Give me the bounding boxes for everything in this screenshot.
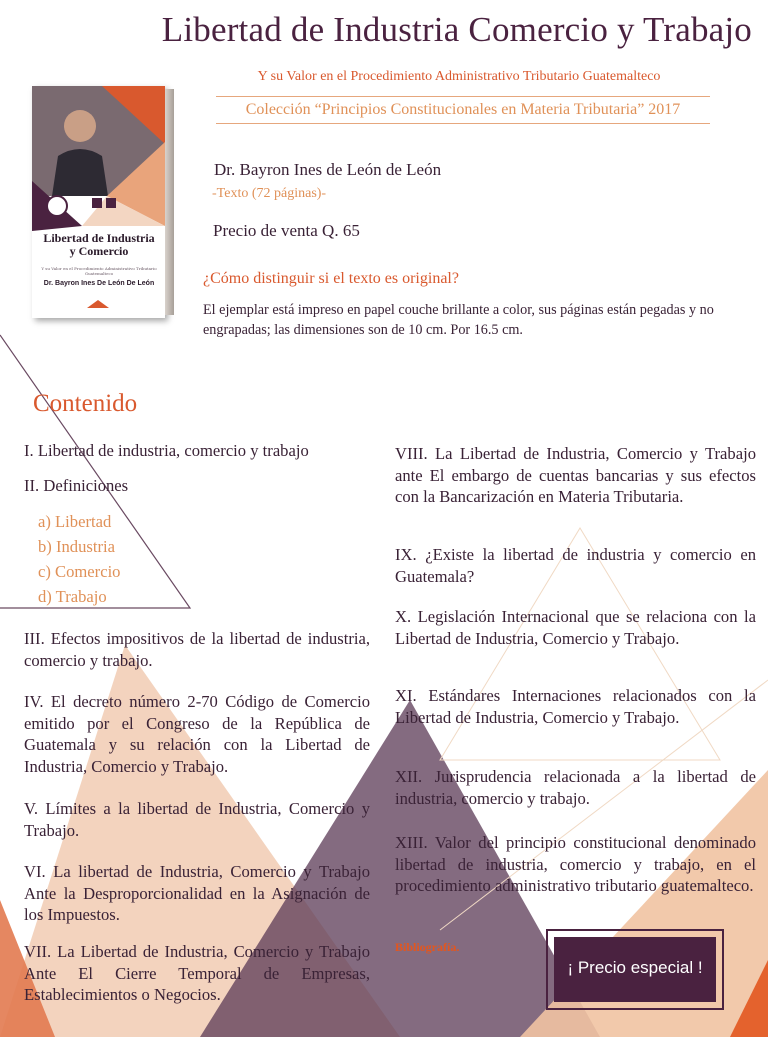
toc-item-12: XII. Jurisprudencia relacionada a la libertad de industria, comercio y trabajo. bbox=[395, 767, 756, 808]
toc-subitem-b: b) Industria bbox=[38, 537, 115, 556]
toc-item-11: XI. Estándares Internaciones relacionados con la Libertad de Industria, Comercio y Trabajo. bbox=[395, 686, 756, 727]
authenticity-description: El ejemplar está impreso en papel couche brillante a color, sus páginas están pegadas y no engrapadas; las dimensiones son de 10 cm. Por 16.5 cm. bbox=[203, 302, 714, 338]
book-cover-image bbox=[32, 86, 174, 318]
toc-item-6: VI. La libertad de Industria, Comercio y Trabajo Ante la Desproporcionalidad en la Asignación de los Impuestos. bbox=[24, 862, 370, 924]
collection-banner: Colección “Principios Constitucionales en Materia Tributaria” 2017 bbox=[216, 96, 710, 124]
sale-price: Precio de venta Q. 65 bbox=[213, 221, 360, 240]
contents-heading: Contenido bbox=[33, 390, 138, 417]
author-name: Dr. Bayron Ines de León de León bbox=[214, 160, 442, 179]
toc-item-4: IV. El decreto número 2-70 Código de Comercio emitido por el Congreso de la República de Guatemala y su relación con la Libertad de Industria, Comercio y Trabajo. bbox=[24, 692, 370, 776]
book-cover-title-2: y Comercio bbox=[69, 244, 129, 258]
toc-item-7: VII. La Libertad de Industria, Comercio y Trabajo Ante El Cierre Temporal de Empresas, Establecimientos o Negocios. bbox=[24, 942, 370, 1004]
bibliography-label: Bibliografía. bbox=[395, 940, 460, 954]
toc-subitem-c: c) Comercio bbox=[38, 562, 121, 581]
page-subtitle: Y su Valor en el Procedimiento Administrativo Tributario Guatemalteco bbox=[257, 69, 661, 84]
book-cover-title: Libertad de Industria bbox=[43, 231, 155, 245]
toc-item-9: IX. ¿Existe la libertad de industria y comercio en Guatemala? bbox=[395, 545, 756, 586]
book-cover-subtitle: Y su Valor en el Procedimiento Administrativo Tributario Guatemalteco bbox=[41, 266, 157, 276]
toc-item-1: I. Libertad de industria, comercio y trabajo bbox=[24, 441, 309, 460]
special-price-button[interactable] bbox=[546, 929, 724, 1010]
toc-item-10: X. Legislación Internacional que se relaciona con la Libertad de Industria, Comercio y Trabajo. bbox=[395, 607, 756, 648]
authenticity-question: ¿Cómo distinguir si el texto es original? bbox=[203, 270, 459, 287]
special-price-label: ¡ Precio especial ! bbox=[554, 937, 716, 1002]
toc-item-13: XIII. Valor del principio constitucional denominado libertad de industria, comercio y trabajo, en el procedimiento administrativo tributario guatemalteco. bbox=[395, 833, 756, 895]
page-title: Libertad de Industria Comercio y Trabajo bbox=[161, 10, 752, 49]
book-spine bbox=[165, 89, 174, 315]
toc-subitem-a: a) Libertad bbox=[38, 512, 112, 531]
toc-item-8: VIII. La Libertad de Industria, Comercio y Trabajo ante El embargo de cuentas bancarias y sus efectos con la Bancarización en Materia Tributaria. bbox=[395, 444, 756, 506]
page-count: -Texto (72 páginas)- bbox=[212, 186, 327, 201]
toc-subitem-d: d) Trabajo bbox=[38, 587, 107, 606]
toc-item-3: III. Efectos impositivos de la libertad de industria, comercio y trabajo. bbox=[24, 629, 370, 670]
book-cover-author: Dr. Bayron Ines De León De León bbox=[43, 280, 155, 287]
toc-item-5: V. Límites a la libertad de Industria, Comercio y Trabajo. bbox=[24, 799, 370, 840]
toc-item-2: II. Definiciones bbox=[24, 476, 129, 495]
